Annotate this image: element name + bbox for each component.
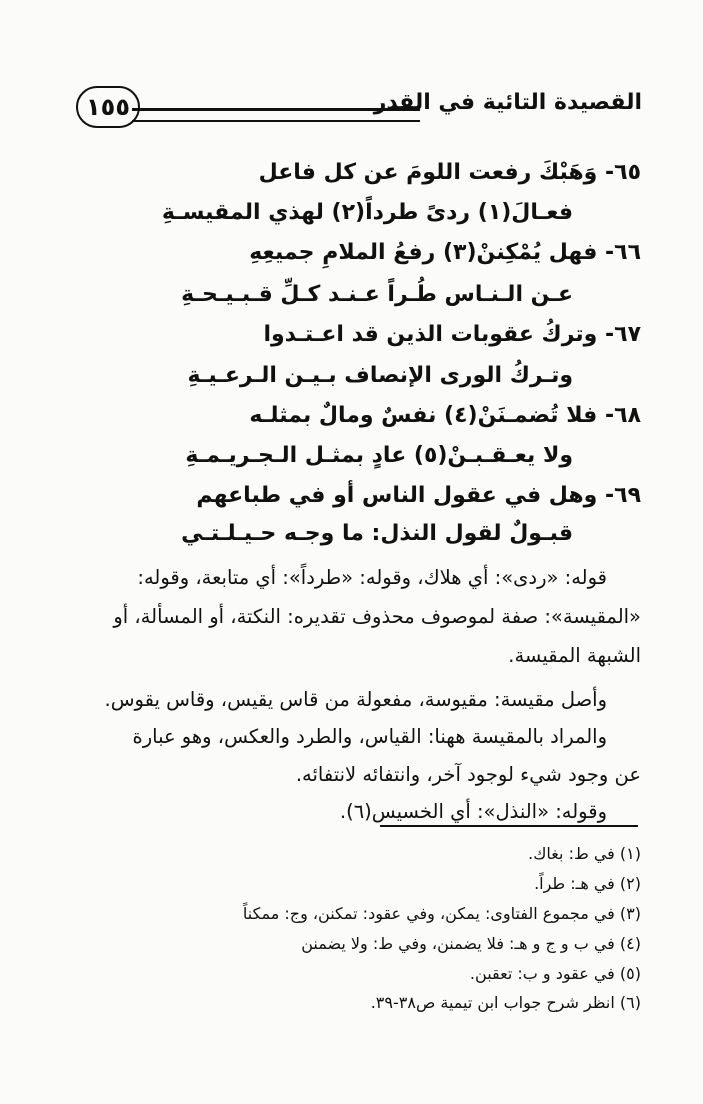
verse-65-second-hemistich: فعـالَ(١) ردىً طرداً(٢) لهذي المقيسـةِ: [161, 200, 573, 225]
commentary-line: «المقيسة»: صفة لموصوف محذوف تقديره: النكتة، أو المسألة، أو: [113, 605, 641, 628]
verse-68-first-hemistich: ٦٨- فلا تُضمـنَنْ(٤) نفسٌ ومالٌ بمثلـه: [249, 403, 641, 428]
commentary-line: الشبهة المقيسة.: [508, 644, 641, 667]
commentary-line: وقوله: «النذل»: أي الخسيس(٦).: [339, 800, 607, 823]
footnote: (٦) انظر شرح جواب ابن تيمية ص٣٨-٣٩.: [370, 993, 641, 1012]
verse-68-second-hemistich: ولا يعـقـبـنْ(٥) عادٍ بمثـل الـجـريـمـةِ: [185, 443, 573, 468]
verse-69-second-hemistich: قبـولٌ لقول النذل: ما وجـه حـيـلـتـي: [181, 521, 573, 546]
footnote: (١) في ط: بغاك.: [528, 844, 641, 863]
verse-67-first-hemistich: ٦٧- وتركُ عقوبات الذين قد اعـتـدوا: [263, 322, 641, 347]
footnote-separator: [380, 825, 638, 827]
running-title: القصيدة التائية في القدر: [373, 90, 642, 115]
verse-69-first-hemistich: ٦٩- وهل في عقول الناس أو في طباعهم: [196, 483, 641, 508]
verse-65-first-hemistich: ٦٥- وَهَبْكَ رفعت اللومَ عن كل فاعل: [258, 160, 641, 185]
footnote: (٢) في هـ: طراً.: [534, 874, 641, 893]
page-number: ١٥٥: [76, 86, 140, 128]
verse-67-second-hemistich: وتـركُ الورى الإنصاف بـيـن الـرعـيـةِ: [187, 363, 573, 388]
footnote: (٣) في مجموع الفتاوى: يمكن، وفي عقود: تمكنن، وج: ممكناً: [242, 904, 641, 923]
verse-66-second-hemistich: عـن الـنـاس طُـراً عـنـد كـلِّ قـبـيـحـةِ: [181, 282, 573, 307]
footnote: (٥) في عقود و ب: تعقبن.: [469, 964, 641, 983]
commentary-line: والمراد بالمقيسة ههنا: القياس، والطرد والعكس، وهو عبارة: [132, 725, 607, 748]
verse-66-first-hemistich: ٦٦- فهل يُمْكِننْ(٣) رفعُ الملامِ جميعِهِ: [249, 240, 641, 265]
commentary-line: قوله: «ردى»: أي هلاك، وقوله: «طرداً»: أي متابعة، وقوله:: [137, 566, 607, 589]
commentary-line: وأصل مقيسة: مقيوسة، مفعولة من قاس يقيس، وقاس يقوس.: [104, 688, 607, 711]
commentary-line: عن وجود شيء لوجود آخر، وانتفائه لانتفائه.: [295, 763, 641, 786]
page-header: [66, 86, 642, 136]
footnote: (٤) في ب و ج و هـ: فلا يضمنن، وفي ط: ولا يضمنن: [301, 934, 641, 953]
